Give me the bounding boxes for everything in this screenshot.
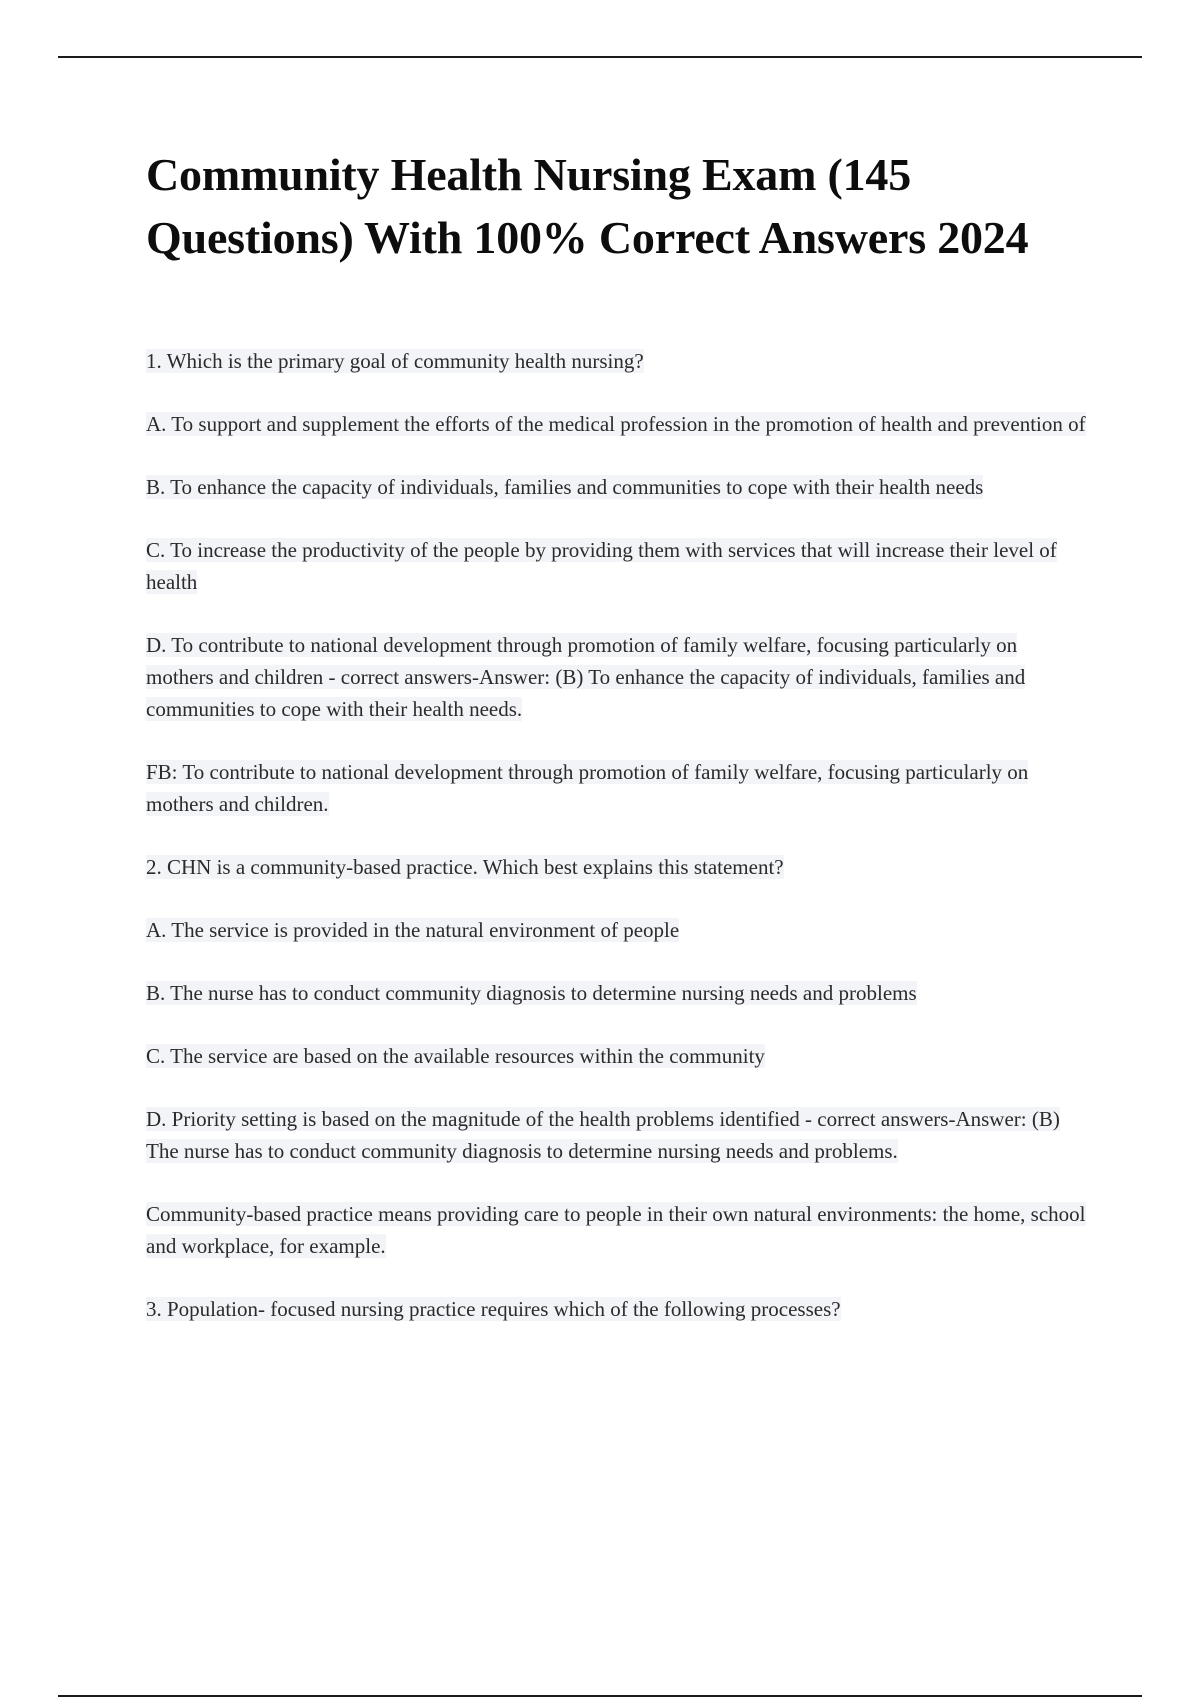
question-2-text: 2. CHN is a community-based practice. Which best explains this statement? [146, 855, 784, 879]
question-2-option-a [146, 914, 1086, 946]
feedback-text: FB: To contribute to national development through promotion of family welfare, focusing particularly on mothers and children. [146, 760, 1029, 816]
question-3 [146, 1293, 1086, 1325]
question-2-option-d-answer [146, 1103, 1086, 1167]
question-1-text: 1. Which is the primary goal of community health nursing? [146, 349, 644, 373]
option-text: A. To support and supplement the efforts of the medical profession in the promotion of health and prevention of [146, 412, 1086, 436]
question-1-feedback [146, 756, 1086, 820]
question-2-option-c [146, 1040, 1086, 1072]
option-text: D. To contribute to national development through promotion of family welfare, focusing particularly on mothers and children - correct answers-Answer: (B) To enhance the capacity of individuals, families and communities to cope with their health needs. [146, 633, 1026, 721]
question-1-option-c [146, 534, 1086, 598]
question-1-option-a [146, 408, 1086, 440]
option-text: B. The nurse has to conduct community diagnosis to determine nursing needs and problems [146, 981, 917, 1005]
option-text: A. The service is provided in the natural environment of people [146, 918, 680, 942]
question-1-option-d-answer [146, 629, 1086, 725]
feedback-text: Community-based practice means providing care to people in their own natural environments: the home, school and workplace, for example. [146, 1202, 1086, 1258]
question-list [146, 345, 1086, 1325]
question-1 [146, 345, 1086, 377]
question-2-option-b [146, 977, 1086, 1009]
question-1-option-b [146, 471, 1086, 503]
bottom-rule [58, 1695, 1142, 1697]
top-rule [58, 56, 1142, 58]
option-text: B. To enhance the capacity of individuals, families and communities to cope with their health needs [146, 475, 984, 499]
option-text: C. The service are based on the available resources within the community [146, 1044, 765, 1068]
option-text: C. To increase the productivity of the people by providing them with services that will increase their level of health [146, 538, 1057, 594]
option-text: D. Priority setting is based on the magnitude of the health problems identified - correct answers-Answer: (B) The nurse has to conduct community diagnosis to determine nursing needs and problems. [146, 1107, 1060, 1163]
question-2-feedback [146, 1198, 1086, 1262]
question-3-text: 3. Population- focused nursing practice requires which of the following processes? [146, 1297, 841, 1321]
document-title: Community Health Nursing Exam (145 Questions) With 100% Correct Answers 2024 [146, 149, 1029, 263]
question-2 [146, 851, 1086, 883]
document-body [146, 143, 1086, 1356]
